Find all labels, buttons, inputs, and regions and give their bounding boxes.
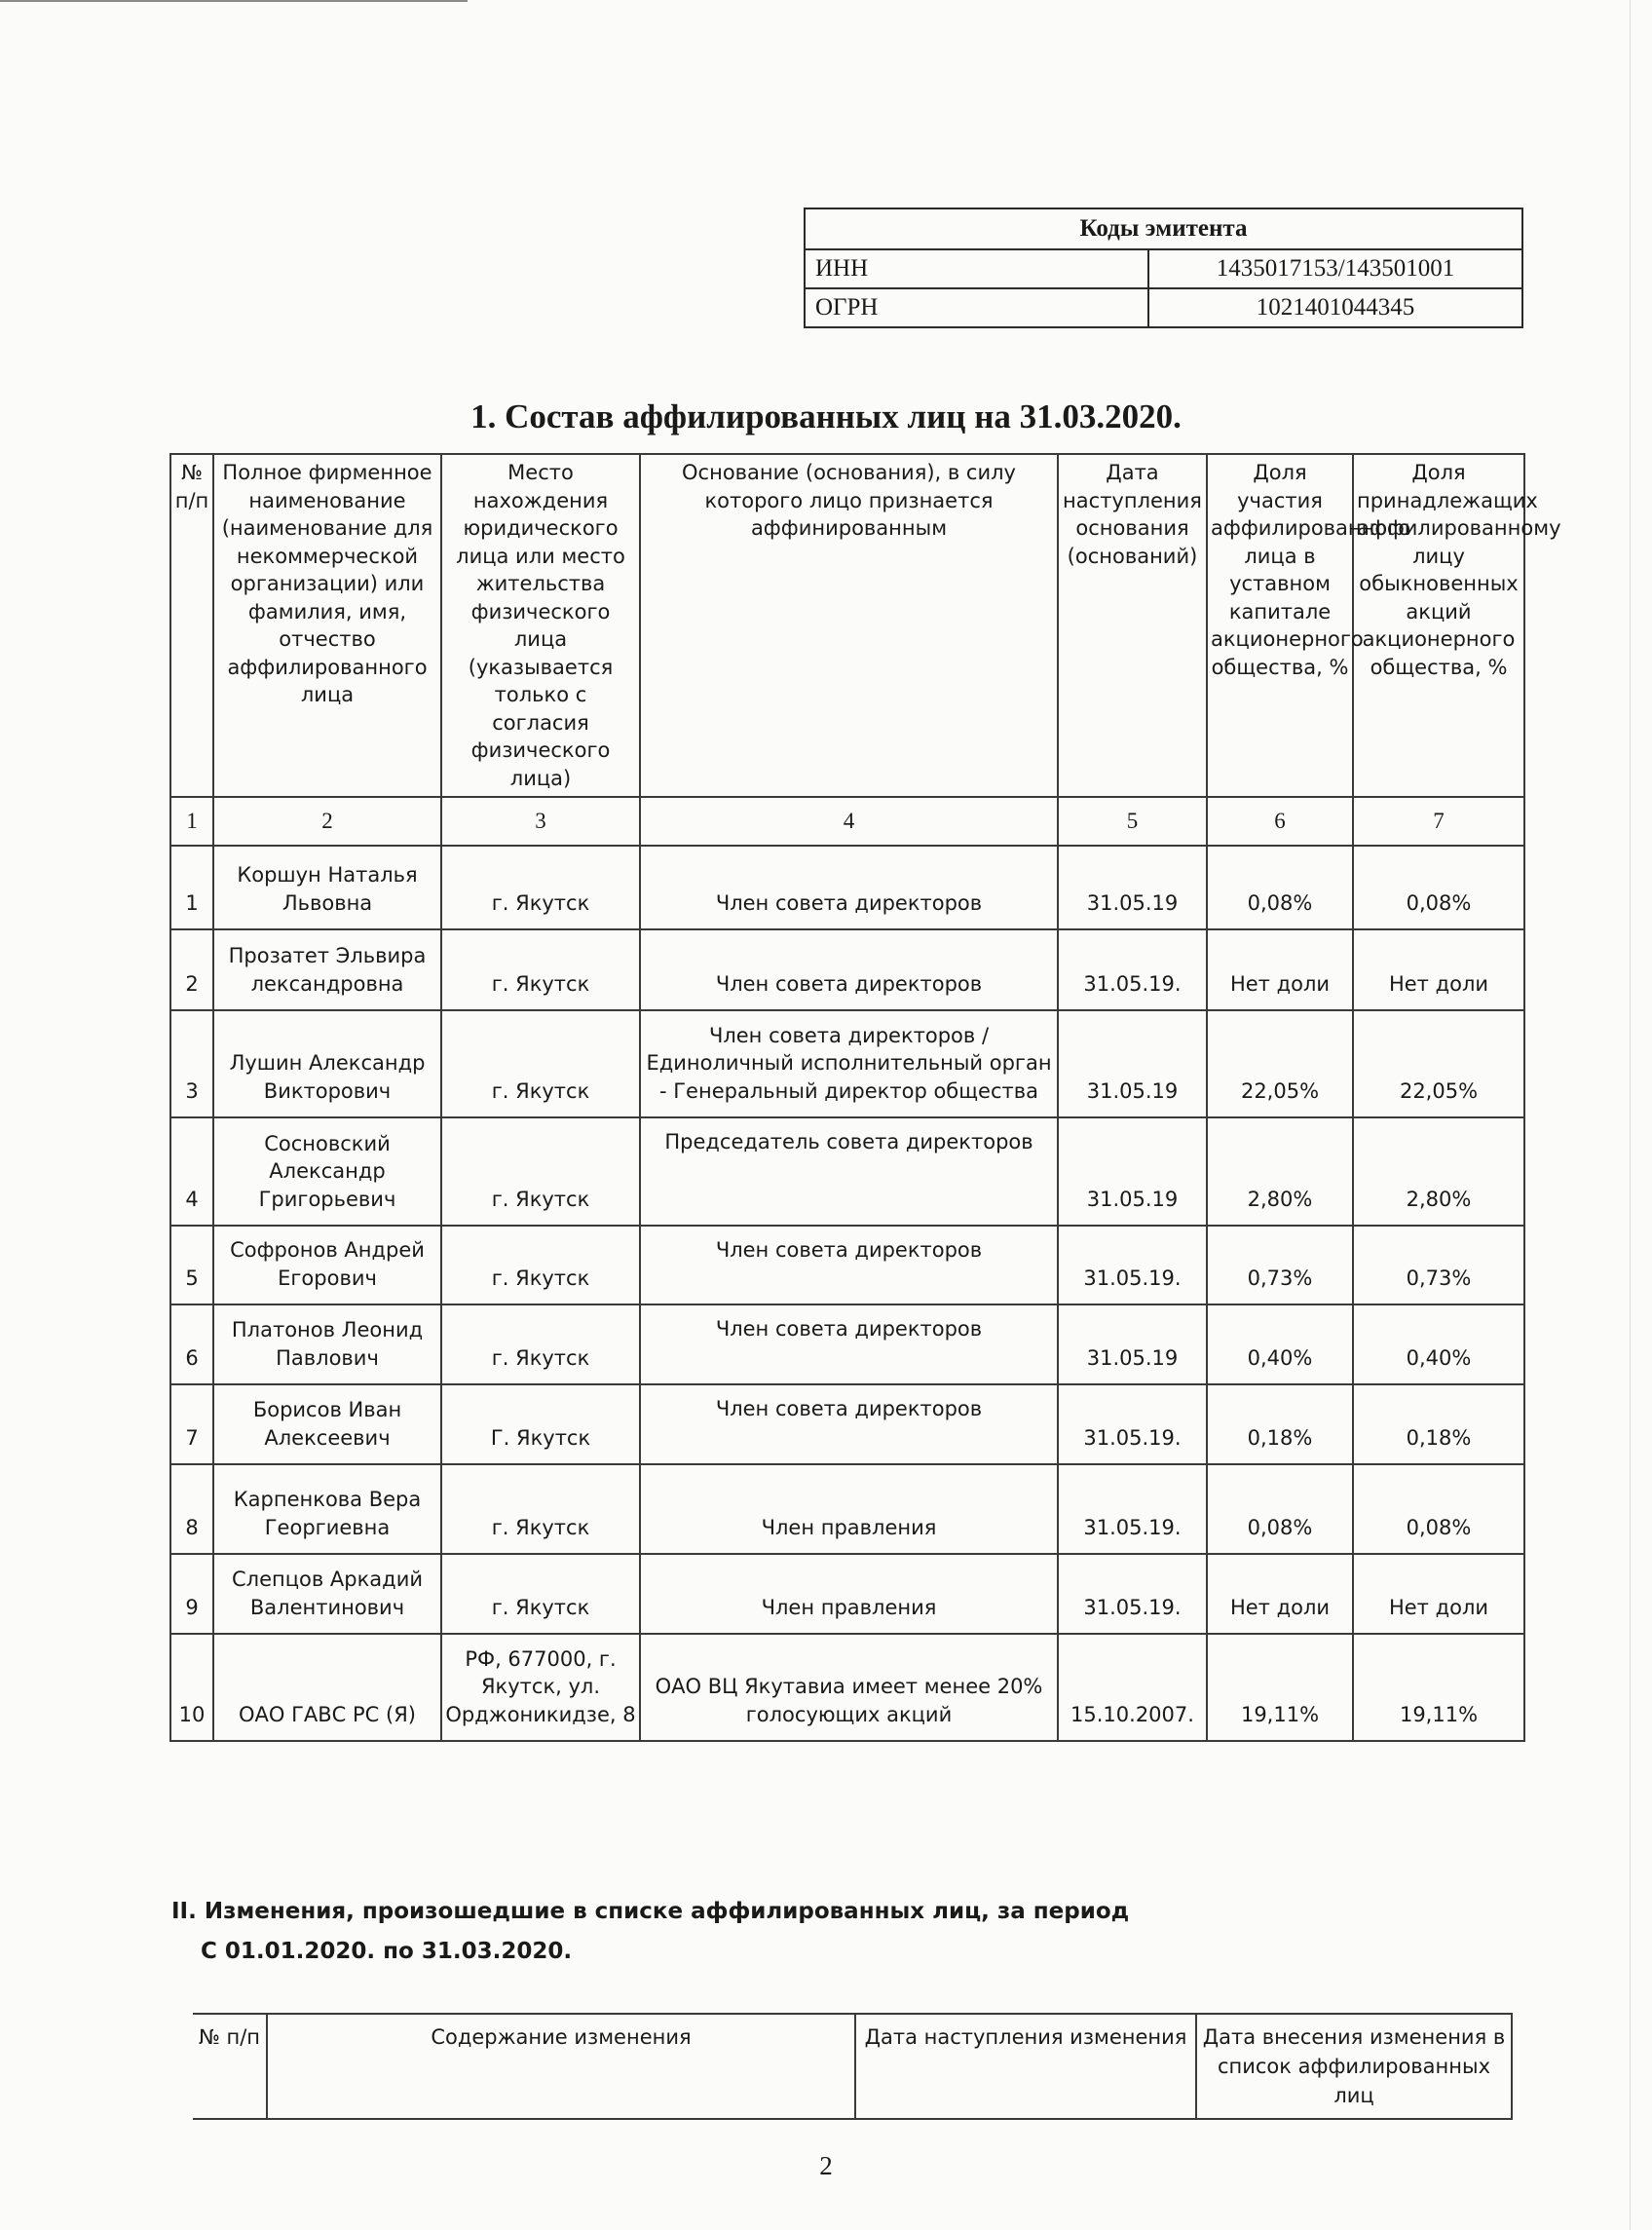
affiliate-name: Сосновский Александр Григорьевич [213,1117,441,1226]
table-row [170,1226,1524,1304]
basis-date: 31.05.19 [1058,1117,1207,1226]
column-number: 7 [1353,797,1524,846]
col-header-share: Доля участия аффилированного лица в уставном капитале акционерного общества, % [1207,454,1353,797]
stock-share: Нет доли [1353,929,1524,1010]
affiliate-basis: Член совета директоров [640,1304,1058,1384]
column-number: 1 [170,797,213,846]
affiliate-basis: Председатель совета директоров [640,1117,1058,1226]
section-2-heading [171,1892,1129,1972]
capital-share: 0,08% [1207,1464,1353,1554]
affiliate-place: г. Якутск [441,1010,640,1117]
affiliate-place: г. Якутск [441,1117,640,1226]
table-row [170,929,1524,1010]
basis-date: 31.05.19. [1058,1464,1207,1554]
changes-header-row [193,2014,1512,2119]
row-number: 10 [170,1634,213,1741]
basis-date: 31.05.19. [1058,1554,1207,1634]
affiliate-name: Прозатет Эльвира лександровна [213,929,441,1010]
affiliate-basis: Член совета директоров [640,929,1058,1010]
affiliate-place: г. Якутск [441,1226,640,1304]
capital-share: 19,11% [1207,1634,1353,1741]
table-row [170,1554,1524,1634]
basis-date: 31.05.19. [1058,1384,1207,1464]
row-number: 5 [170,1226,213,1304]
column-number-row [170,797,1524,846]
basis-date: 31.05.19. [1058,929,1207,1010]
row-number: 9 [170,1554,213,1634]
basis-date: 31.05.19 [1058,1304,1207,1384]
page-title: 1. Состав аффилированных лиц на 31.03.2020. [470,397,1182,435]
issuer-codes-table [804,208,1523,328]
codes-label-inn: ИНН [805,249,1148,288]
section-2-period: С 01.01.2020. по 31.03.2020. [201,1939,573,1964]
stock-share: 0,73% [1353,1226,1524,1304]
col-header-place: Место нахождения юридического лица или место жительства физического лица (указывается только с согласия физического лица) [441,454,640,797]
stock-share: 2,80% [1353,1117,1524,1226]
column-number: 3 [441,797,640,846]
row-number: 8 [170,1464,213,1554]
capital-share: 0,08% [1207,846,1353,929]
affiliate-place: г. Якутск [441,1554,640,1634]
row-number: 2 [170,929,213,1010]
table-row [170,1464,1524,1554]
row-number: 3 [170,1010,213,1117]
stock-share: 0,40% [1353,1304,1524,1384]
affiliate-basis: Член правления [640,1554,1058,1634]
table-row [170,1117,1524,1226]
column-number: 6 [1207,797,1353,846]
affiliate-basis: Член правления [640,1464,1058,1554]
affiliate-name: ОАО ГАВС РС (Я) [213,1634,441,1741]
col-header-date: Дата наступления основания (оснований) [1058,454,1207,797]
codes-header: Коды эмитента [805,208,1522,249]
basis-date: 31.05.19 [1058,1010,1207,1117]
capital-share: 2,80% [1207,1117,1353,1226]
affiliates-table [169,453,1561,1742]
stock-share: 0,08% [1353,846,1524,929]
stock-share: 22,05% [1353,1010,1524,1117]
changes-col-date: Дата наступления изменения [855,2014,1196,2119]
row-number: 4 [170,1117,213,1226]
affiliate-name: Карпенкова Вера Георгиевна [213,1464,441,1554]
col-header-stock: Доля принадлежащих аффилированному лицу обыкновенных акций акционерного общества, % [1353,454,1524,797]
affiliate-name: Платонов Леонид Павлович [213,1304,441,1384]
top-rule [0,0,468,2]
affiliate-place: г. Якутск [441,846,640,929]
affiliate-basis: Член совета директоров [640,846,1058,929]
stock-share: Нет доли [1353,1554,1524,1634]
col-header-basis: Основание (основания), в силу которого лицо признается аффинированным [640,454,1058,797]
changes-col-content: Содержание изменения [267,2014,855,2119]
col-header-number: № п/п [170,454,213,797]
column-number: 5 [1058,797,1207,846]
affiliate-basis: Член совета директоров [640,1226,1058,1304]
page-number: 2 [819,2151,833,2180]
basis-date: 31.05.19. [1058,1226,1207,1304]
row-number: 1 [170,846,213,929]
section-2-title: II. Изменения, произошедшие в списке аффилированных лиц, за период [171,1899,1130,1924]
changes-col-entry-date: Дата внесения изменения в список аффилированных лиц [1196,2014,1512,2119]
affiliate-name: Софронов Андрей Егорович [213,1226,441,1304]
table-row [170,1384,1524,1464]
stock-share: 0,18% [1353,1384,1524,1464]
table-row [170,846,1524,929]
affiliate-name: Коршун Наталья Львовна [213,846,441,929]
capital-share: Нет доли [1207,929,1353,1010]
affiliate-name: Борисов Иван Алексеевич [213,1384,441,1464]
row-number: 7 [170,1384,213,1464]
col-header-name: Полное фирменное наименование (наименование для некоммерческой организации) или фамилия, имя, отчество аффилированного лица [213,454,441,797]
capital-share: 22,05% [1207,1010,1353,1117]
codes-value-ogrn: 1021401044345 [1148,288,1522,327]
affiliate-basis: ОАО ВЦ Якутавиа имеет менее 20% голосующих акций [640,1634,1058,1741]
affiliate-name: Лушин Александр Викторович [213,1010,441,1117]
capital-share: 0,73% [1207,1226,1353,1304]
changes-col-number: № п/п [193,2014,267,2119]
affiliate-place: Г. Якутск [441,1384,640,1464]
capital-share: Нет доли [1207,1554,1353,1634]
affiliate-basis: Член совета директоров / Единоличный исполнительный орган - Генеральный директор общества [640,1010,1058,1117]
affiliate-place: г. Якутск [441,929,640,1010]
basis-date: 15.10.2007. [1058,1634,1207,1741]
basis-date: 31.05.19 [1058,846,1207,929]
table-header-row [170,454,1524,797]
codes-value-inn: 1435017153/143501001 [1148,249,1522,288]
affiliate-place: г. Якутск [441,1304,640,1384]
column-number: 2 [213,797,441,846]
codes-label-ogrn: ОГРН [805,288,1148,327]
affiliate-basis: Член совета директоров [640,1384,1058,1464]
scan-edge [1630,0,1631,2230]
affiliate-place: РФ, 677000, г. Якутск, ул. Орджоникидзе, 8 [441,1634,640,1741]
capital-share: 0,18% [1207,1384,1353,1464]
stock-share: 0,08% [1353,1464,1524,1554]
table-row [170,1634,1524,1741]
column-number: 4 [640,797,1058,846]
capital-share: 0,40% [1207,1304,1353,1384]
affiliate-name: Слепцов Аркадий Валентинович [213,1554,441,1634]
table-row [170,1304,1524,1384]
row-number: 6 [170,1304,213,1384]
stock-share: 19,11% [1353,1634,1524,1741]
affiliate-place: г. Якутск [441,1464,640,1554]
changes-table [193,2013,1513,2120]
table-row [170,1010,1524,1117]
